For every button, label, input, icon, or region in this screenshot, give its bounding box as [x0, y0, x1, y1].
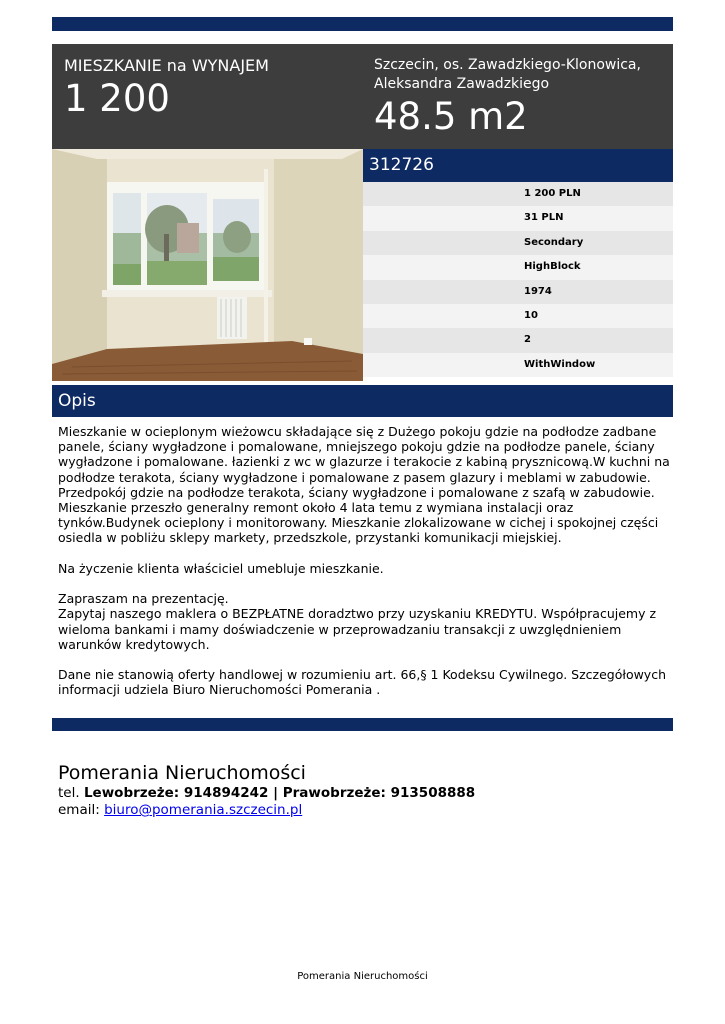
section-divider-bar	[52, 718, 673, 731]
agency-contact	[58, 762, 670, 819]
email-prefix: email:	[58, 802, 105, 818]
detail-row-kitchen: WithWindow	[363, 353, 673, 377]
phone-numbers: Lewobrzeże: 914894242 | Prawobrzeże: 913508888	[83, 785, 476, 801]
email-link[interactable]: biuro@pomerania.szczecin.pl	[104, 802, 303, 818]
description-paragraph: Zapraszam na prezentację.	[58, 591, 229, 607]
listing-area: 48.5 m2	[374, 95, 528, 138]
detail-row-floor: 10	[363, 304, 673, 328]
phone-line	[58, 785, 670, 802]
description-body	[58, 424, 670, 713]
description-paragraph: Mieszkanie w ocieplonym wieżowcu składające się z Dużego pokoju gdzie na podłodze zadbane panele, ściany wygładzone i pomalowane, mniejszego pokoju gdzie na podłodze panele, ściany wygładzone i pomalowane. łazienki z wc w glazurze i terakocie z kabiną prysznicową.W kuchni na podłodze terakota, ściany wygładzone i pomalowane z pasem glazury i meblami w zabudowie. Przedpokój gdzie na podłodze terakota, ściany wygładzone i pomalowane z szafą w zabudowie. Mieszkanie przeszło generalny remont około 4 lata temu z wymiana instalacji oraz tynków.Budynek ocieplony i monitorowany. Mieszkanie zlokalizowane w cichej i spokojnej części osiedla w pobliżu sklepy markety, przedszkole, przystanki komunikacji miejskiej.	[58, 424, 670, 546]
details-table	[363, 182, 673, 377]
address-line-1: Szczecin, os. Zawadzkiego-Klonowica,	[374, 57, 641, 73]
top-accent-bar	[52, 17, 673, 31]
detail-row-price: 1 200 PLN	[363, 182, 673, 206]
description-paragraph: Na życzenie klienta właściciel umebluje mieszkanie.	[58, 560, 384, 576]
address-line-2: Aleksandra Zawadzkiego	[374, 76, 550, 92]
email-line	[58, 802, 670, 819]
detail-row-rooms: 2	[363, 328, 673, 352]
detail-row-building-type: HighBlock	[363, 255, 673, 279]
detail-row-market: Secondary	[363, 231, 673, 255]
phone-prefix: tel.	[58, 785, 84, 801]
listing-type: MIESZKANIE na WYNAJEM	[64, 56, 269, 75]
description-paragraph: Dane nie stanowią oferty handlowej w rozumieniu art. 66,§ 1 Kodeksu Cywilnego. Szczegółowych informacji udziela Biuro Nieruchomości Pomerania .	[58, 667, 667, 698]
listing-price: 1 200	[64, 77, 170, 120]
description-paragraph: Zapytaj naszego maklera o BEZPŁATNE doradztwo przy uzyskaniu KREDYTU. Współpracujemy z wieloma bankami i mamy doświadczenie w przeprowadzaniu transakcji z uwzględnieniem warunków kredytowych.	[58, 606, 657, 652]
listing-header	[52, 44, 673, 149]
detail-row-year: 1974	[363, 280, 673, 304]
page-footer: Pomerania Nieruchomości	[297, 971, 428, 982]
apartment-photo	[52, 149, 363, 381]
description-heading: Opis	[52, 385, 673, 417]
agency-name: Pomerania Nieruchomości	[58, 762, 306, 784]
detail-row-rent-fee: 31 PLN	[363, 206, 673, 230]
header-left	[64, 56, 354, 120]
header-right	[374, 56, 669, 138]
reference-number: 312726	[363, 149, 673, 182]
